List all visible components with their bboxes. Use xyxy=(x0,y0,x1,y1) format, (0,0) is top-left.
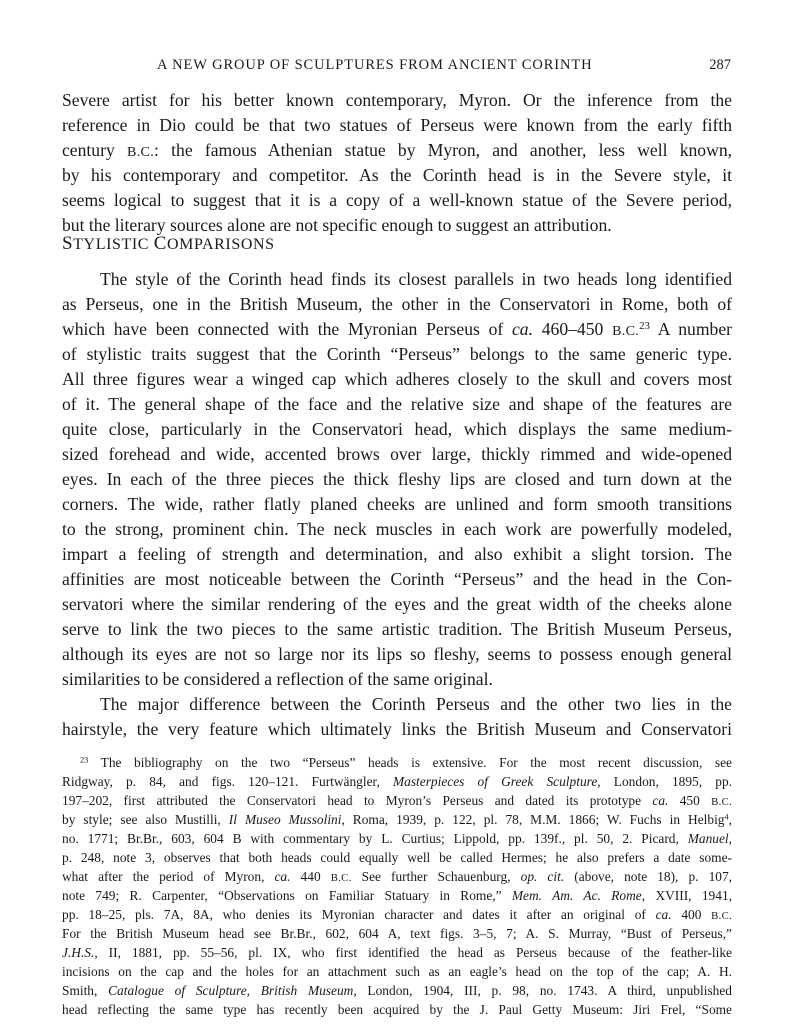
body-line: but the literary sources alone are not specific enough to suggest an attribution. xyxy=(62,215,612,235)
footnote-line: head reflecting the same type has recently been acquired by the J. Paul Getty Museum: Jiri Frel, “Some xyxy=(62,1002,732,1017)
body-line: quite close, particularly in the Conservatori head, which displays the same medium- xyxy=(62,419,732,439)
body-line: of stylistic traits suggest that the Corinth “Perseus” belongs to the same generic type. xyxy=(62,344,732,364)
footnote-line: by style; see also Mustilli, Il Museo Mussolini, Roma, 1939, p. 122, pl. 78, M.M. 1866; W. Fuchs in Helbig$^4$, xyxy=(62,812,732,827)
footnote-number: 23 xyxy=(80,755,89,765)
body-line: All three figures wear a winged cap which adheres closely to the skull and covers most xyxy=(62,369,732,389)
footnote-line: For the British Museum head see Br.Br., 602, 604 A, text figs. 3–5, 7; A. S. Murray, “Bust of Perseus,” xyxy=(62,926,732,941)
footnote-line: p. 248, note 3, observes that both heads could equally well be called Hermes; he also prefers a date some- xyxy=(62,850,732,865)
body-line: century B.C.: the famous Athenian statue by Myron, and another, less well known, xyxy=(62,140,733,160)
footnote-line: pp. 18–25, pls. 7A, 8A, who denies its Myronian character and dates it after an original of ca. 400 B.C. xyxy=(62,907,733,922)
body-line: Severe artist for his better known contemporary, Myron. Or the inference from the xyxy=(62,90,732,110)
footnote-line: what after the period of Myron, ca. 440 B.C. See further Schauenburg, op. cit. (above, note 18), p. 107, xyxy=(62,869,733,884)
body-line: The style of the Corinth head finds its closest parallels in two heads long identified xyxy=(100,269,732,289)
footnote-line: J.H.S., II, 1881, pp. 55–56, pl. IX, who first identified the head as Perseus because of the feather-like xyxy=(62,945,732,960)
body-line: serve to link the two pieces to the same artistic tradition. The British Museum Perseus, xyxy=(62,619,732,639)
body-line: servatori where the similar rendering of the eyes and the great width of the cheeks alone xyxy=(62,594,732,614)
body-line: reference in Dio could be that two statues of Perseus were known from the early fifth xyxy=(62,115,732,135)
body-line: to the strong, prominent chin. The neck muscles in each work are powerfully modeled, xyxy=(62,519,732,539)
body-line: hairstyle, the very feature which ultimately links the British Museum and Conservatori xyxy=(62,719,732,739)
running-head xyxy=(62,57,731,79)
body-line: which have been connected with the Myronian Perseus of ca. 460–450 B.C.$^{23}$ A number xyxy=(62,319,732,339)
footnote-line: incisions on the cap and the holes for an attachment such as an eagle’s head on the top of the cap; A. H. xyxy=(62,964,732,979)
footnote-line: 197–202, first attributed the Conservatori head to Myron’s Perseus and dated its prototype ca. 450 B.C. xyxy=(62,793,733,808)
body-line: although its eyes are not so large nor its lips so fleshy, seems to possess enough general xyxy=(62,644,732,664)
footnote-line: Ridgway, p. 84, and figs. 120–121. Furtwängler, Masterpieces of Greek Sculpture, London, 1895, pp. xyxy=(62,774,732,789)
footnote-line: $^{23}$ The bibliography on the two “Perseus” heads is extensive. For the most recent discussion, see xyxy=(80,755,732,770)
body-line: as Perseus, one in the British Museum, the other in the Conservatori in Rome, both of xyxy=(62,294,732,314)
section-heading: STYLISTIC COMPARISONS xyxy=(62,233,275,254)
footnote-line: note 749; R. Carpenter, “Observations on Familiar Statuary in Rome,” Mem. Am. Ac. Rome, XVIII, 1941, xyxy=(62,888,732,903)
body-line: impart a feeling of strength and determination, and also exhibit a slight torsion. The xyxy=(62,544,732,564)
body-line: of it. The general shape of the face and the relative size and shape of the features are xyxy=(62,394,732,414)
body-line: similarities to be considered a reflection of the same original. xyxy=(62,669,493,689)
body-line: sized forehead and wide, accented brows over large, thickly rimmed and wide-opened xyxy=(62,444,732,464)
body-line: corners. The wide, rather flatly planed cheeks are unlined and form smooth transitions xyxy=(62,494,732,514)
page-number: 287 xyxy=(709,57,731,73)
body-line: affinities are most noticeable between the Corinth “Perseus” and the head in the Con- xyxy=(62,569,732,589)
body-line: seems logical to suggest that it is a copy of a well-known statue of the Severe period, xyxy=(62,190,732,210)
body-line: eyes. In each of the three pieces the thick fleshy lips are closed and turn down at the xyxy=(62,469,732,489)
body-line: The major difference between the Corinth Perseus and the other two lies in the xyxy=(100,694,732,714)
footnote-line: no. 1771; Br.Br., 603, 604 B with commentary by L. Curtius; Lippold, pp. 139f., pl. 50, 2. Picard, Manuel, xyxy=(62,831,732,846)
running-title: A NEW GROUP OF SCULPTURES FROM ANCIENT CORINTH xyxy=(157,57,593,73)
footnote-line: Smith, Catalogue of Sculpture, British Museum, London, 1904, III, p. 98, no. 1743. A third, unpublished xyxy=(62,983,732,998)
body-line: by his contemporary and competitor. As the Corinth head is in the Severe style, it xyxy=(62,165,732,185)
footnote-marker: 23 xyxy=(639,320,650,332)
